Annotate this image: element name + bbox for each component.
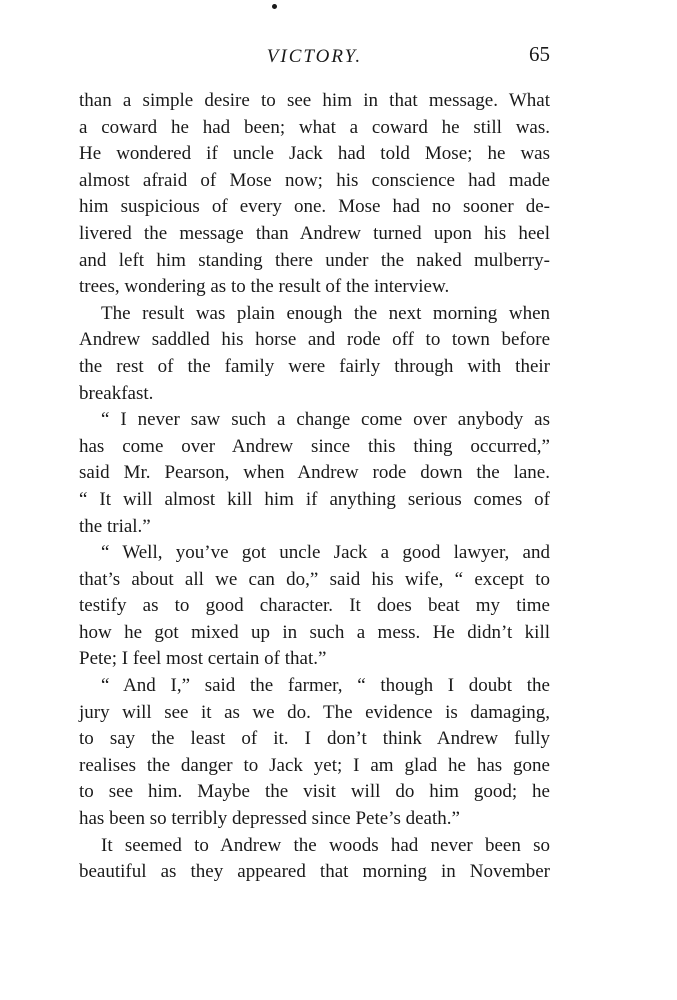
text-line: and left him standing there under the naked mulberry- — [79, 249, 550, 271]
text-line: that’s about all we can do,” said his wife, “ except to — [79, 568, 550, 590]
text-line: realises the danger to Jack yet; I am glad he has gone — [79, 754, 550, 776]
text-line: to say the least of it. I don’t think Andrew fully — [79, 728, 550, 750]
text-line: Pete; I feel most certain of that.” — [79, 648, 327, 670]
text-line: said Mr. Pearson, when Andrew rode down the lane. — [79, 462, 550, 484]
text-line: It seemed to Andrew the woods had never been so — [101, 834, 550, 856]
running-head — [79, 42, 550, 72]
text-line: breakfast. — [79, 382, 154, 404]
ink-dot-mark — [272, 4, 277, 9]
text-line: He wondered if uncle Jack had told Mose; he was — [79, 143, 550, 165]
text-line: beautiful as they appeared that morning in November — [79, 861, 550, 883]
text-line: almost afraid of Mose now; his conscience had made — [79, 169, 550, 191]
page-number: 65 — [529, 42, 550, 66]
text-line: “ I never saw such a change come over anybody as — [101, 409, 550, 431]
text-line: The result was plain enough the next morning when — [101, 302, 550, 324]
text-line: testify as to good character. It does beat my time — [79, 595, 550, 617]
text-line: has come over Andrew since this thing occurred,” — [79, 435, 550, 457]
text-line: than a simple desire to see him in that message. What — [79, 90, 550, 111]
text-line: the rest of the family were fairly through with their — [79, 355, 550, 377]
text-line: has been so terribly depressed since Pete’s death.” — [79, 808, 460, 830]
text-line: “ And I,” said the farmer, “ though I doubt the — [101, 675, 550, 697]
text-line: trees, wondering as to the result of the interview. — [79, 276, 450, 298]
body-text — [79, 88, 550, 886]
text-line: the trial.” — [79, 515, 151, 537]
text-line: jury will see it as we do. The evidence is damaging, — [79, 701, 550, 723]
text-line: livered the message than Andrew turned upon his heel — [79, 222, 550, 244]
text-line: him suspicious of every one. Mose had no sooner de- — [79, 196, 550, 218]
text-line: how he got mixed up in such a mess. He didn’t kill — [79, 621, 550, 643]
text-line: “ Well, you’ve got uncle Jack a good lawyer, and — [101, 542, 550, 564]
text-line: “ It will almost kill him if anything serious comes of — [79, 488, 550, 510]
text-line: Andrew saddled his horse and rode off to town before — [79, 329, 550, 351]
text-line: to see him. Maybe the visit will do him good; he — [79, 781, 550, 803]
text-line: a coward he had been; what a coward he still was. — [79, 116, 550, 138]
running-title: VICTORY. — [266, 46, 363, 67]
